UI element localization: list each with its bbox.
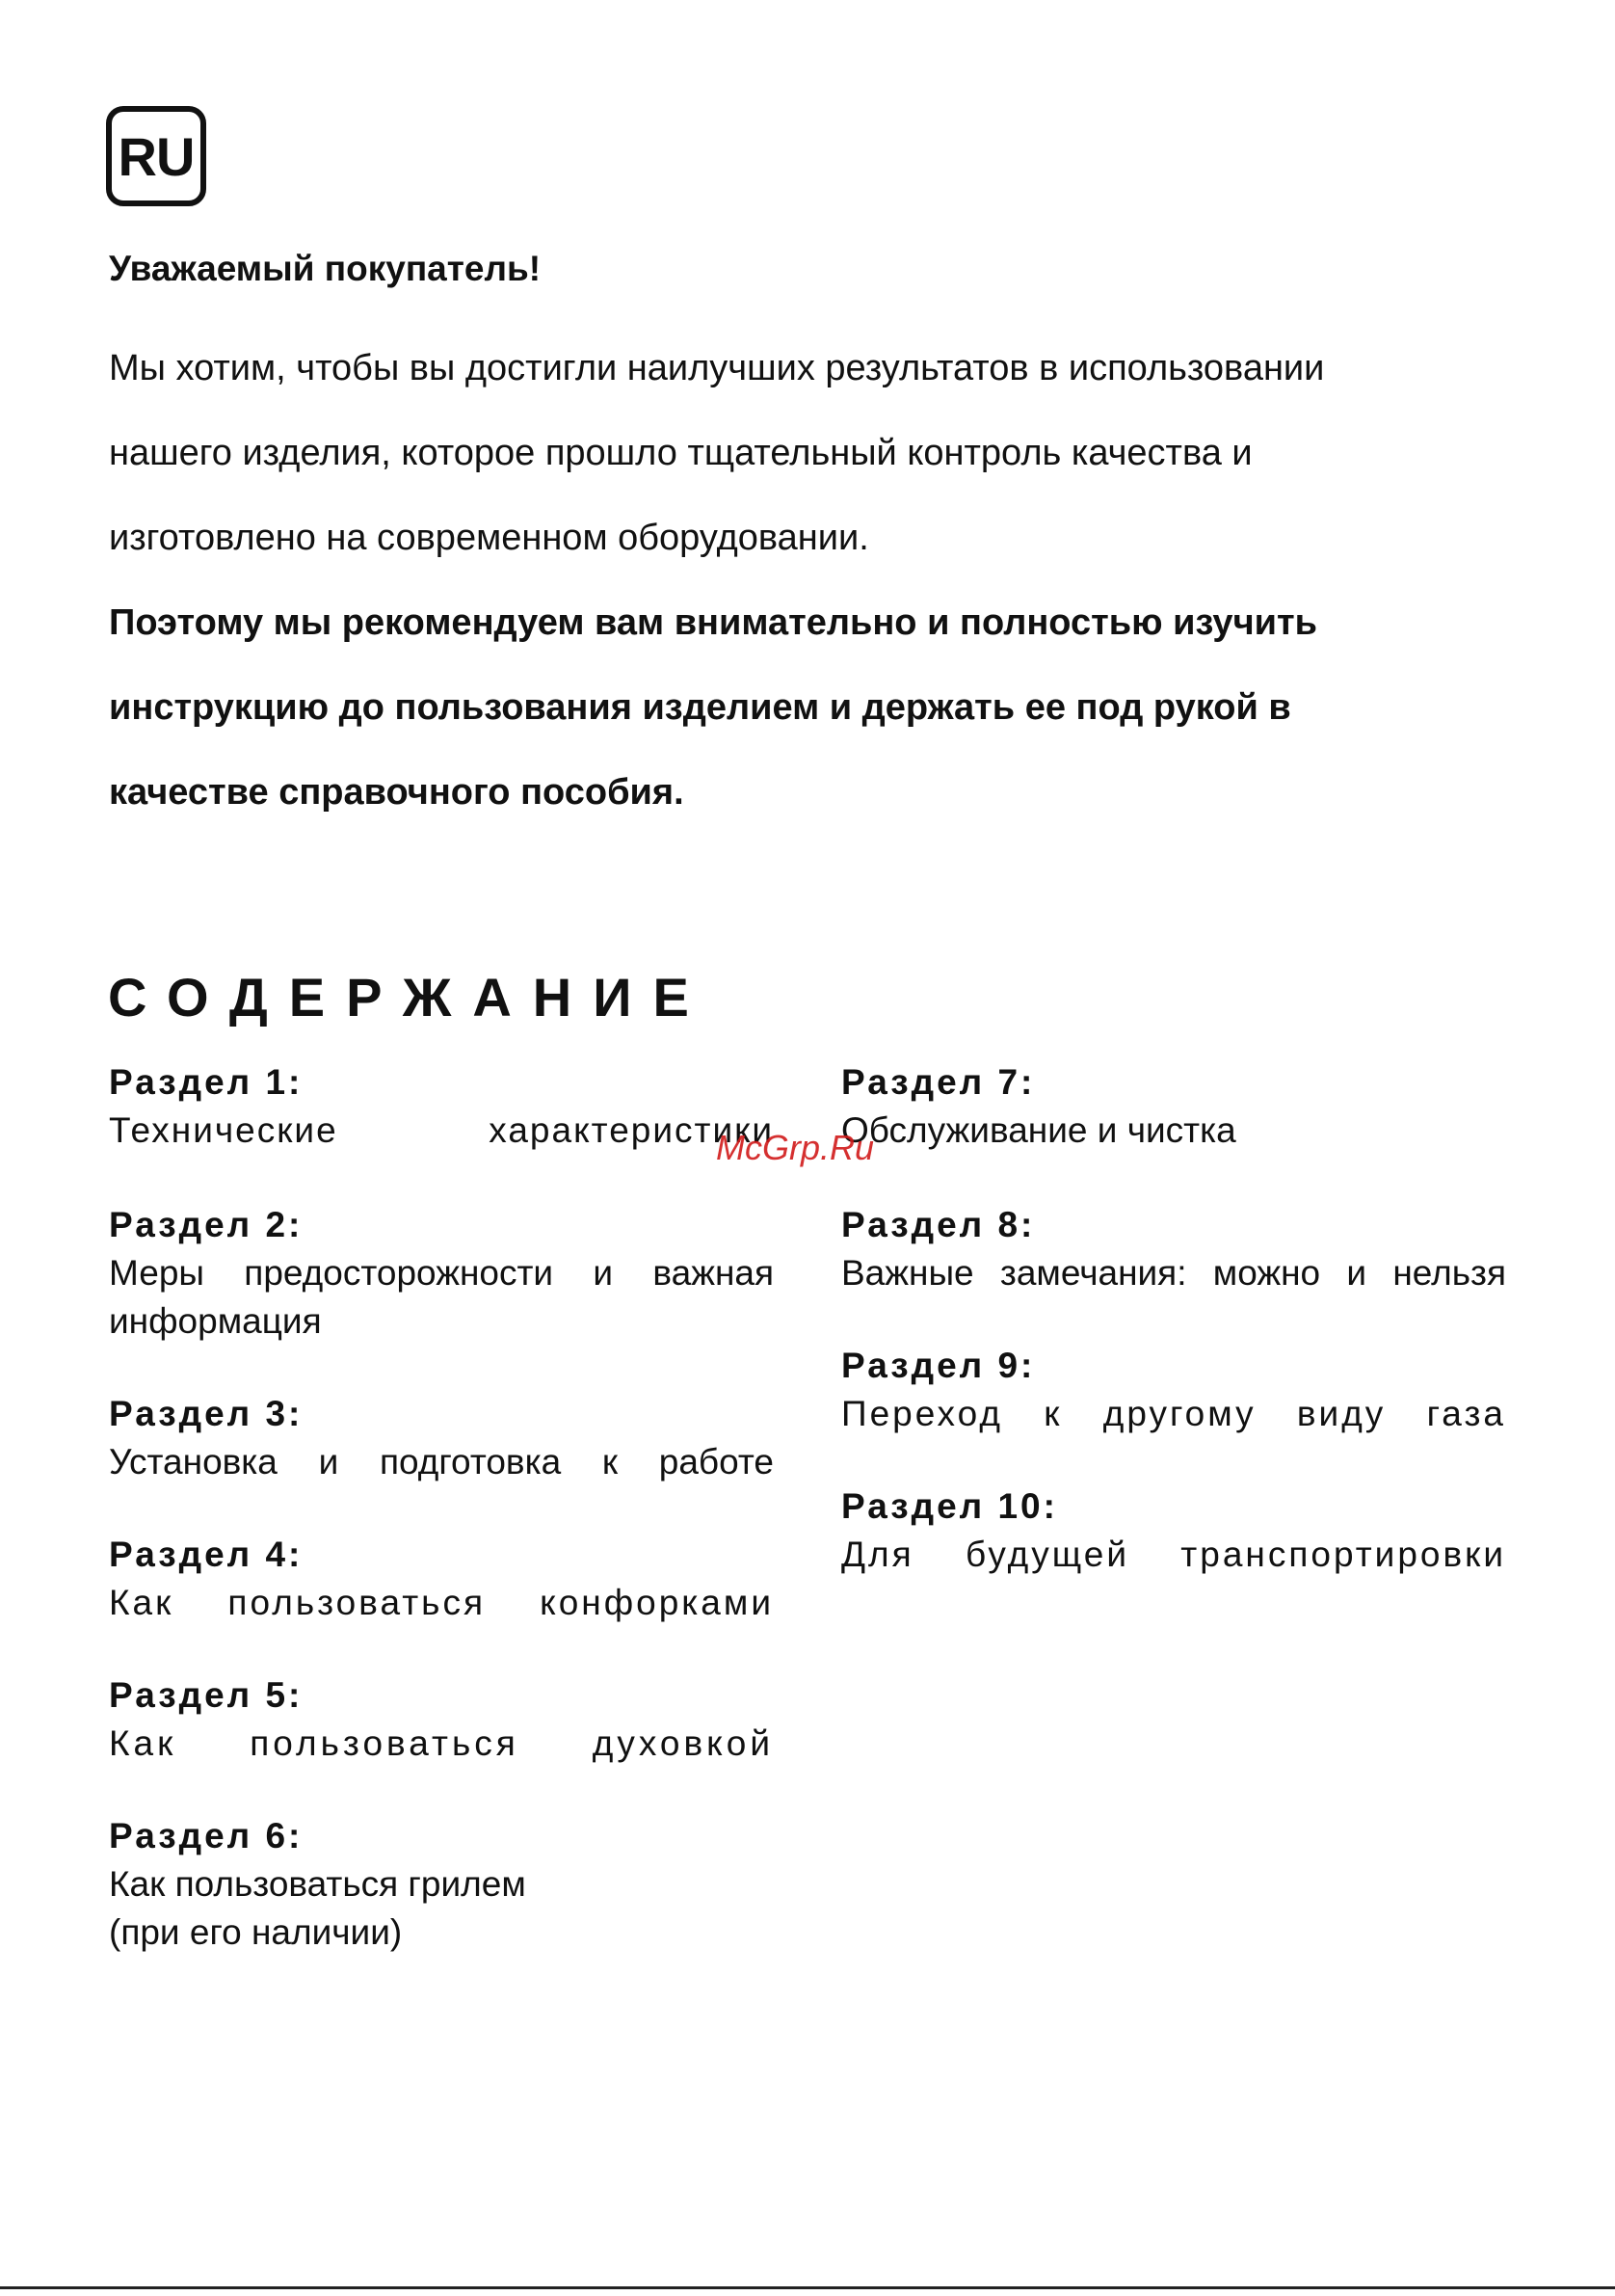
- section-9: [841, 1342, 1506, 1438]
- section-heading: Раздел 1:: [109, 1062, 304, 1102]
- section-heading: Раздел 5:: [109, 1675, 304, 1715]
- language-badge: RU: [106, 106, 206, 206]
- section-heading: Раздел 9:: [841, 1346, 1036, 1385]
- greeting: Уважаемый покупатель!: [109, 249, 542, 288]
- section-8: [841, 1201, 1506, 1297]
- section-title: Как пользоваться конфорками: [109, 1583, 774, 1622]
- section-title: Для будущей транспортировки: [841, 1535, 1506, 1574]
- section-6: [109, 1812, 774, 1957]
- contents-left-column: [109, 1058, 774, 1957]
- section-heading: Раздел 8:: [841, 1205, 1036, 1244]
- intro-bold-line: инструкцию до пользования изделием и держать ее под рукой в: [109, 687, 1291, 728]
- section-heading: Раздел 4:: [109, 1535, 304, 1574]
- section-10: [841, 1482, 1506, 1579]
- section-7: [841, 1058, 1506, 1155]
- section-title: Важные замечания: можно и нельзя: [841, 1253, 1506, 1293]
- intro-line: нашего изделия, которое прошло тщательный контроль качества и: [109, 433, 1253, 473]
- section-5: [109, 1671, 774, 1768]
- watermark: McGrp.Ru: [716, 1128, 875, 1167]
- intro-bold-line: Поэтому мы рекомендуем вам внимательно и полностью изучить: [109, 602, 1317, 643]
- intro-line: Мы хотим, чтобы вы достигли наилучших результатов в использовании: [109, 348, 1325, 388]
- section-heading: Раздел 2:: [109, 1205, 304, 1244]
- page-bottom-divider: [0, 2286, 1615, 2289]
- section-3: [109, 1390, 774, 1486]
- section-heading: Раздел 3:: [109, 1394, 304, 1433]
- section-title: (при его наличии): [109, 1912, 403, 1952]
- section-title: Как пользоваться духовкой: [109, 1723, 774, 1763]
- section-title: Переход к другому виду газа: [841, 1394, 1506, 1433]
- section-heading: Раздел 10:: [841, 1486, 1058, 1526]
- section-heading: Раздел 7:: [841, 1062, 1036, 1102]
- section-1: [109, 1058, 774, 1155]
- section-heading: Раздел 6:: [109, 1816, 304, 1855]
- section-title: Установка и подготовка к работе: [109, 1442, 774, 1482]
- section-title: Технические характеристики: [109, 1110, 774, 1150]
- section-4: [109, 1531, 774, 1627]
- section-title: информация: [109, 1301, 322, 1341]
- section-2: [109, 1201, 774, 1346]
- contents-right-column: [841, 1058, 1506, 1579]
- intro-block: [109, 241, 1516, 835]
- contents-title: СОДЕРЖАНИЕ: [108, 967, 710, 1028]
- intro-line: изготовлено на современном оборудовании.: [109, 518, 869, 558]
- intro-bold-line: качестве справочного пособия.: [109, 772, 684, 813]
- section-title: Как пользоваться грилем: [109, 1864, 526, 1904]
- section-title: Обслуживание и чистка: [841, 1110, 1236, 1150]
- section-title: Меры предосторожности и важная: [109, 1253, 774, 1293]
